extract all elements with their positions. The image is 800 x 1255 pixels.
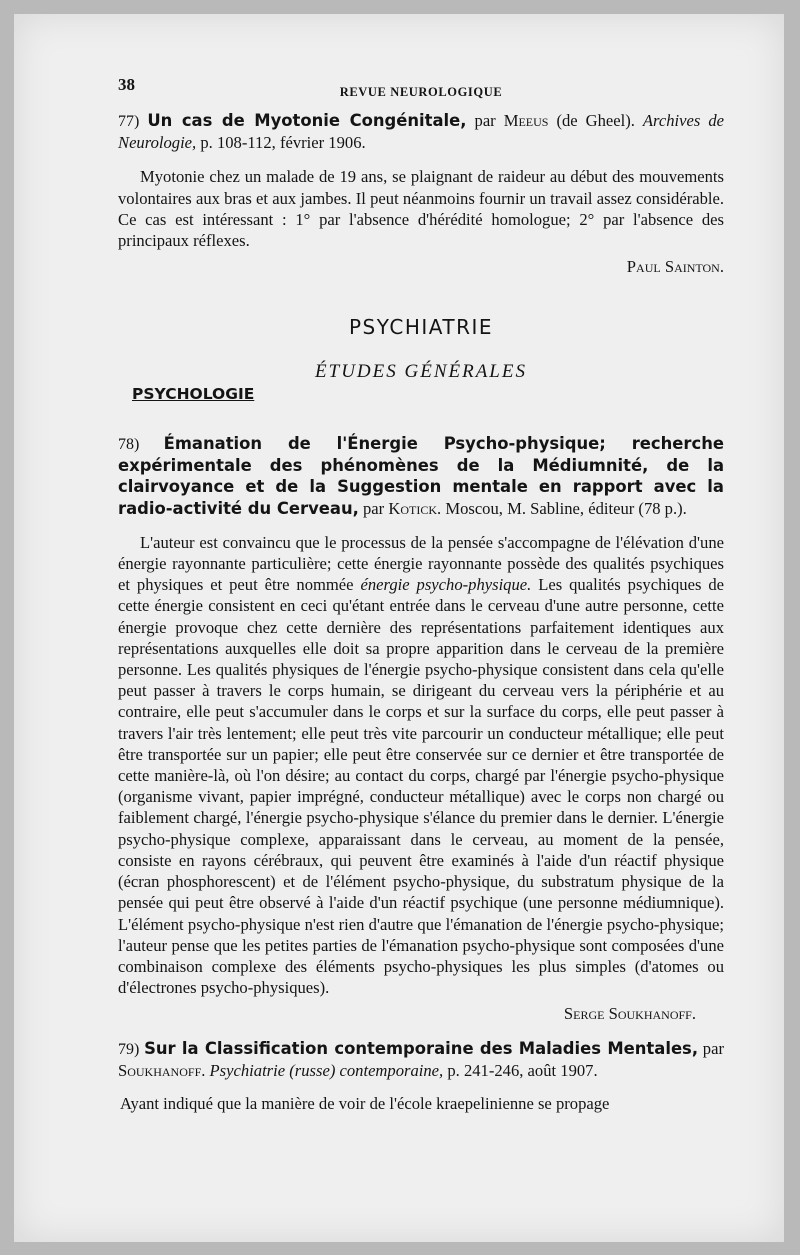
entry-77-place: (de Gheel).	[556, 111, 635, 130]
entry-78-signature: Serge Soukhanoff.	[563, 1004, 696, 1024]
entry-77-text: Myotonie chez un malade de 19 ans, se plaignant de raideur au début des mouvements volontaires aux bras et aux jambes. Il peut néanmoins fournir un travail assez considérable. Ce cas est intéressant : 1° par l'absence d'hérédité homologue; 2° par l'absence des principaux réflexes.	[118, 167, 724, 251]
page-content	[118, 74, 724, 1114]
entry-78-text	[118, 532, 724, 998]
entry-77-title: Un cas de Myotonie Congénitale,	[147, 111, 467, 130]
running-head	[118, 74, 724, 110]
entry-79-by: par	[702, 1038, 724, 1058]
entry-77-signature: Paul Sainton.	[626, 257, 724, 277]
entry-79-heading	[118, 1038, 724, 1081]
topic-heading: PSYCHOLOGIE	[132, 384, 255, 403]
section-heading: PSYCHIATRIE	[348, 315, 494, 340]
entry-79-text: Ayant indiqué que la manière de voir de l'école kraepelinienne se propage	[120, 1093, 610, 1113]
entry-78-publisher: Moscou, M. Sabline, éditeur (78 p.).	[445, 498, 687, 518]
entry-78-term: énergie psycho-physique.	[360, 575, 532, 595]
entry-78-text-part2: Les qualités psychiques de cette énergie consistent en ceci qu'étant entrée dans le cerveau d'une autre personne, cette énergie provoque chez cette dernière des représentations parfaitement identiques aux représentations auxquelles elle doit sa propre apparition dans le cerveau de la première personne. Les qualités physiques de l'énergie psycho-physique consistent dans cela qu'elle peut passer à travers le corps humain, se dirigeant du cerveau vers la périphérie et au contraire, elle peut s'accumuler dans le corps et sur la surface du corps, elle peut passer à travers l'air très lentement; elle peut très vite parcourir un conducteur métallique; elle peut être transportée sur un papier; elle peut être conservée sur ce dernier et être transportée de cette manière-là, où l'on désire; au contact du corps, chargé par l'énergie psycho-physique (organisme vivant, papier imprégné, conducteur métallique) avec le corps non chargé ou faiblement chargé, l'énergie psycho-physique s'élance du premier dans le dernier. L'énergie psycho-physique complexe, apparaissant dans le cerveau, au moment de la pensée, consiste en rayons cérébraux, qui peuvent être examinés à l'aide d'un réactif physique (écran phosphorescent) et de l'élément psycho-physique, du substratum physique de la pensée qui peut être observé à l'aide d'un réactif psychique (une personne médiumnique). L'élément psycho-physique n'est rien d'autre que l'émanation de l'énergie psycho-physique; l'auteur pense que les petites parties de l'émanation psycho-physique sont composées d'une combinaison complexe des éléments psycho-physiques les plus simples (d'atomes ou d'électrones psycho-physiques).	[118, 575, 724, 998]
entry-77-pages: p. 108-112, février 1906.	[200, 133, 366, 153]
entry-78-number: 78)	[118, 436, 140, 454]
entry-77-heading	[118, 110, 724, 153]
entry-77-journal: Archives de Neurologie,	[118, 111, 724, 153]
entry-79-pages: p. 241-246, août 1907.	[447, 1060, 598, 1080]
entry-77-number: 77)	[118, 113, 140, 130]
journal-page	[14, 14, 784, 1242]
entry-79-journal: Psychiatrie (russe) contemporaine,	[209, 1060, 444, 1080]
entry-78-heading	[118, 433, 724, 519]
entry-77-by: par	[474, 111, 496, 130]
entry-78-title: Émanation de l'Énergie Psycho-physique; recherche expérimentale des phénomènes de la Médiumnité, de la clairvoyance et de la Suggestion mentale en rapport avec la radio-activité du Cerveau,	[118, 434, 724, 518]
entry-78-text-part1: L'auteur est convaincu que le processus de la pensée s'accompagne de l'élévation d'une énergie rayonnante particulière; cette énergie rayonnante possède des qualités psychiques et physiques et peut être nommée	[118, 532, 724, 595]
entry-79-number: 79)	[118, 1040, 140, 1058]
entry-78-by: par	[363, 498, 385, 518]
entry-79-author: Soukhanoff.	[118, 1060, 206, 1080]
entry-78-author: Kotick.	[388, 498, 442, 518]
subsection-heading: ÉTUDES GÉNÉRALES	[315, 360, 527, 382]
entry-77-author: Meeus	[503, 111, 549, 130]
journal-title: REVUE NEUROLOGIQUE	[339, 85, 503, 99]
page-number: 38	[118, 75, 135, 94]
entry-79-title: Sur la Classification contemporaine des Maladies Mentales,	[144, 1038, 699, 1058]
